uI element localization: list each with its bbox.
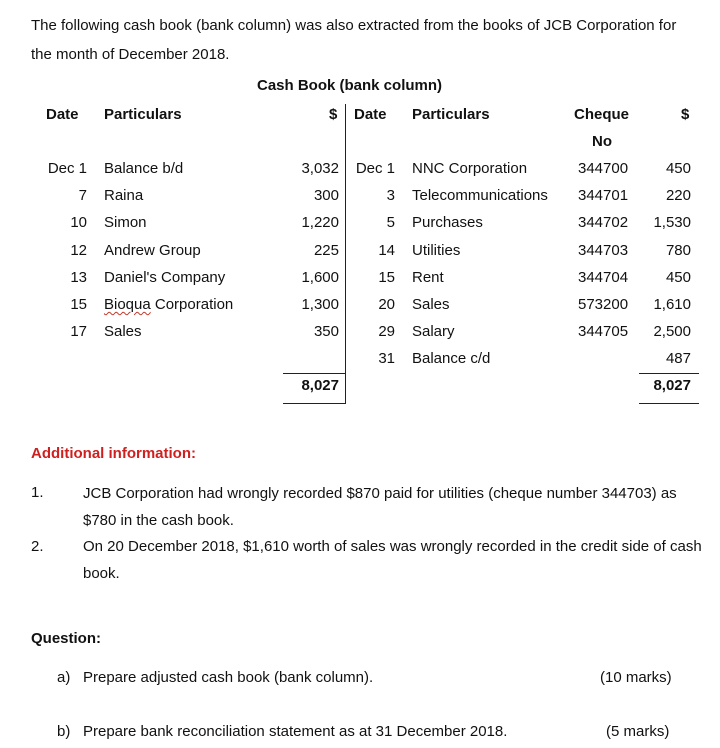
cheque-number: 344700: [578, 160, 629, 177]
cheque-number: 344703: [578, 242, 629, 259]
debit-particulars: Daniel's Company: [104, 269, 226, 286]
item-text: JCB Corporation had wrongly recorded $870 paid for utilities (cheque number 344703) as $780 in the cash book.: [83, 485, 677, 529]
credit-particulars: Telecommunications: [412, 187, 548, 204]
debit-total-underline: [283, 403, 345, 404]
cheque-number: 344705: [578, 323, 629, 340]
credit-particulars-header: Particulars: [412, 106, 490, 123]
debit-particulars: Raina: [104, 187, 144, 204]
debit-date: 7: [78, 187, 87, 204]
debit-date: Dec 1: [47, 160, 87, 177]
additional-info-heading: Additional information:: [31, 445, 196, 462]
credit-total-rule: [639, 373, 699, 374]
item-number: 2.: [31, 538, 44, 555]
debit-particulars: Bioqua Corporation: [104, 296, 234, 313]
credit-particulars: Utilities: [412, 242, 461, 259]
debit-amount: 1,600: [301, 269, 339, 286]
credit-date: Dec 1: [355, 160, 395, 177]
credit-date: 29: [378, 323, 395, 340]
credit-amount: 1,610: [653, 296, 691, 313]
question-label: a): [57, 669, 71, 686]
ledger-divider: [345, 104, 346, 404]
intro-text: The following cash book (bank column) was also extracted from the books of JCB Corporation for the month of December 2018.: [31, 17, 677, 63]
credit-date: 14: [378, 242, 395, 259]
debit-date: 13: [70, 269, 87, 286]
credit-particulars: Balance c/d: [412, 350, 491, 367]
question-marks: (5 marks): [606, 723, 670, 740]
question-heading: Question:: [31, 630, 101, 647]
credit-amount: 780: [665, 242, 691, 259]
credit-particulars: Purchases: [412, 214, 483, 231]
debit-total: 8,027: [301, 377, 339, 394]
debit-amount: 225: [313, 242, 339, 259]
question-label: b): [57, 723, 71, 740]
credit-particulars: NNC Corporation: [412, 160, 528, 177]
debit-amount: 300: [313, 187, 339, 204]
debit-particulars: Sales: [104, 323, 142, 340]
cheque-header-line2: No: [592, 133, 612, 150]
debit-date: 10: [70, 214, 87, 231]
debit-amount: 350: [313, 323, 339, 340]
debit-date: 15: [70, 296, 87, 313]
cheque-header-line1: Cheque: [574, 106, 630, 123]
credit-particulars: Salary: [412, 323, 455, 340]
cheque-number: 344701: [578, 187, 629, 204]
credit-amount: 1,530: [653, 214, 691, 231]
credit-particulars: Rent: [412, 269, 444, 286]
debit-date-header: Date: [46, 106, 79, 123]
credit-amount: 450: [665, 269, 691, 286]
debit-particulars-header: Particulars: [104, 106, 182, 123]
credit-amount: 2,500: [653, 323, 691, 340]
debit-total-rule: [283, 373, 345, 374]
credit-amount: 487: [665, 350, 691, 367]
cheque-number: 573200: [578, 296, 629, 313]
credit-amount: 450: [665, 160, 691, 177]
credit-date: 3: [386, 187, 395, 204]
credit-amount: 220: [665, 187, 691, 204]
credit-date: 20: [378, 296, 395, 313]
debit-particulars: Balance b/d: [104, 160, 184, 177]
question-text: Prepare adjusted cash book (bank column).: [83, 669, 374, 686]
debit-amount: 3,032: [301, 160, 339, 177]
item-number: 1.: [31, 484, 44, 501]
question-text: Prepare bank reconciliation statement as at 31 December 2018.: [83, 723, 508, 740]
debit-particulars: Simon: [104, 214, 147, 231]
debit-date: 12: [70, 242, 87, 259]
cheque-number: 344702: [578, 214, 629, 231]
credit-amount-header: $: [681, 106, 690, 123]
credit-date-header: Date: [354, 106, 387, 123]
credit-total: 8,027: [653, 377, 691, 394]
credit-date: 15: [378, 269, 395, 286]
debit-amount: 1,300: [301, 296, 339, 313]
item-text: On 20 December 2018, $1,610 worth of sales was wrongly recorded in the credit side of cash book.: [83, 538, 702, 582]
credit-date: 31: [378, 350, 395, 367]
question-marks: (10 marks): [600, 669, 672, 686]
credit-total-underline: [639, 403, 699, 404]
debit-amount-header: $: [329, 106, 338, 123]
credit-date: 5: [386, 214, 395, 231]
debit-date: 17: [70, 323, 87, 340]
debit-amount: 1,220: [301, 214, 339, 231]
cash-book-title: Cash Book (bank column): [257, 77, 443, 94]
debit-particulars: Andrew Group: [104, 242, 201, 259]
cheque-number: 344704: [578, 269, 629, 286]
credit-particulars: Sales: [412, 296, 450, 313]
